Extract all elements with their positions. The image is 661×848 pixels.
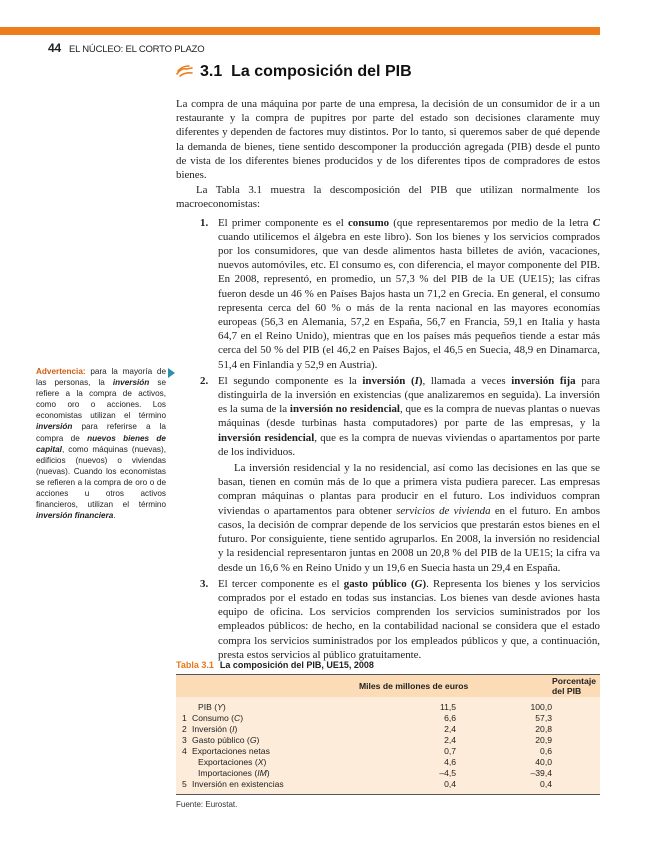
cell-billions: 2,4 [444,724,457,734]
table-row [176,768,600,779]
cell-billions: 0,7 [444,746,457,756]
cell-billions: 6,6 [444,713,457,723]
row-label: 3 Gasto público (G) [182,735,260,745]
cell-percent: 40,0 [535,757,552,767]
section-title: La composición del PIB [231,63,412,80]
row-label: Importaciones (IM) [198,768,270,778]
component-list [176,216,600,662]
list-number: 1. [200,216,209,229]
list-item: 2. El segundo componente es la inversión (I), llamada a veces inversión fija para distinguirla de la inversión en existencias (que analizaremos en seguida). La inversión es la suma de la inversión no residencial, que es la compra de nuevas plantas o nuevas máquinas (desde turbinas hasta computadores) por parte de las empresas, y la inversión residencial, que es la compra de nuevas viviendas o apartamentos por parte de los individuos. La inversión residencial y la no residencial, así como las decisiones en las que se basan, tienen en común más de lo que a primera vista pudiera parecer. Las empresas compran máquinas o plantas para producir en el futuro. Los individuos compran viviendas o apartamentos para obtener servicios de vivienda en el futuro. En ambos casos, la decisión de comprar depende de los servicios que prestarán estos bienes en el futuro. Por consiguiente, tiene sentido agruparlos. En 2008, la inversión no residencial y la residencial representaron juntas en 2008 un 20,8 % del PIB de la UE15; la cifra va desde un 16,6 % en Reino Unido y un 19,6 en Suecia hasta un 29,4 en España. [200,374,601,574]
table-header-row [176,675,600,697]
gdp-composition-table [176,675,600,794]
col-header: Miles de millones de euros [347,675,492,697]
running-title: EL NÚCLEO: EL CORTO PLAZO [68,44,205,55]
cell-billions: 4,6 [444,757,457,767]
row-label: 4 Exportaciones netas [182,746,270,756]
list-number: 2. [200,374,209,387]
page-number: 44 [48,41,61,55]
row-label: 5 Inversión en existencias [182,779,284,789]
cell-percent: 20,9 [535,735,552,745]
table-row [176,746,600,757]
section-number: 3.1 [200,63,223,80]
intro-paragraph: La Tabla 3.1 muestra la descomposición del PIB que utilizan normalmente los macroeconomistas: [176,184,600,211]
top-accent-bar [0,27,600,35]
row-label: Exportaciones (X) [198,757,267,767]
main-text [176,97,600,662]
cell-percent: 20,8 [535,724,552,734]
list-number: 3. [200,577,209,590]
cell-billions: 11,5 [439,702,457,712]
running-header [48,41,204,55]
row-label: 1 Consumo (C) [182,713,244,723]
row-label: PIB (Y) [198,702,226,712]
term-inversion: inversión (I) [362,374,423,387]
cell-percent: 100,0 [530,702,552,712]
cell-percent: 57,3 [535,713,552,723]
margin-arrow-icon [168,368,175,378]
cell-billions: 2,4 [444,735,457,745]
intro-paragraph: La compra de una máquina por parte de una empresa, la decisión de un consumidor de ir a un restaurante y la compra de pupitres por parte del estado son decisiones claramente muy diferentes y dependen de factores muy distintos. Por lo tanto, si queremos saber de qué depende la demanda de bienes, tiene sentido descomponer la producción agregada (PIB) desde el punto de vista de los diferentes bienes producidos y de los diferentes tipos de compradores de estos bienes. [176,98,600,182]
cell-percent: 0,6 [540,746,552,756]
table-source: Fuente: Eurostat. [176,800,238,809]
table-row [176,697,600,713]
cell-percent: 0,4 [540,779,552,789]
table-row [176,779,600,794]
section-hand-icon [176,65,194,79]
table-row [176,724,600,735]
term-gasto-publico: gasto público (G) [343,577,427,590]
table-row [176,757,600,768]
section-heading [176,63,412,81]
table-row [176,713,600,724]
col-header: Porcentaje del PIB [492,675,600,697]
row-label: 2 Inversión (I) [182,724,238,734]
table-row [176,735,600,746]
cell-percent: –39,4 [530,768,552,778]
cell-billions: 0,4 [444,779,457,789]
table-bottom-rule [176,794,600,795]
list-item: 1. El primer componente es el consumo (que representaremos por medio de la letra C cuando utilicemos el álgebra en este libro). Son los bienes y los servicios comprados por los consumidores, que van desde alimentos hasta billetes de avión, vacaciones, nuevos automóviles, etc. El consumo es, con diferencia, el mayor componente del PIB. En 2008, representó, en promedio, un 57,3 % del PIB de la UE (UE15); las cifras fueron desde un 46 % en Países Bajos hasta un 71,2 en Grecia. En general, el consumo representa cerca del 60 % o más de la renta nacional en las mayores economías europeas (56,3 en Alemania, 57,2 en España, 56,7 en Francia, 59,1 en Italia y hasta 64,7 en el Reino Unido), mientras que en los países más pequeños tiende a estar más cerca del 50 % del PIB (el 46,2 en Países Bajos, el 46,5 en Suecia, 48,9 en Dinamarca, 51,4 en Finlandia y 52,9 en Austria). [200,216,600,371]
margin-note: Advertencia: para la mayoría de las personas, la inversión se refiere a la compra de activos, como oro o acciones. Los economistas utilizan el término inversión para referirse a la compra de nuevos bienes de capital, como máquinas (nuevas), edificios (nuevos) o viviendas (nuevas). Cuando los economistas se refieren a la compra de oro o de acciones u otros activos financieros, utilizan el término inversión financiera. [36,366,166,521]
term-consumo: consumo [347,216,390,229]
list-item: 3. El tercer componente es el gasto público (G). Representa los bienes y los servicios comprados por el estado en todas sus instancias. Los bienes van desde aviones hasta equipo de oficina. Los servicios comprenden los servicios suministrados por los empleados públicos: de hecho, en la contabilidad nacional se considera que el estado compra los servicios suministrados por los empleados públicos y que, a continuación, presta estos servicios al público gratuitamente. [200,577,600,661]
cell-billions: –4,5 [439,768,457,778]
table-caption: Tabla 3.1 La composición del PIB, UE15, 2008 [176,660,374,670]
